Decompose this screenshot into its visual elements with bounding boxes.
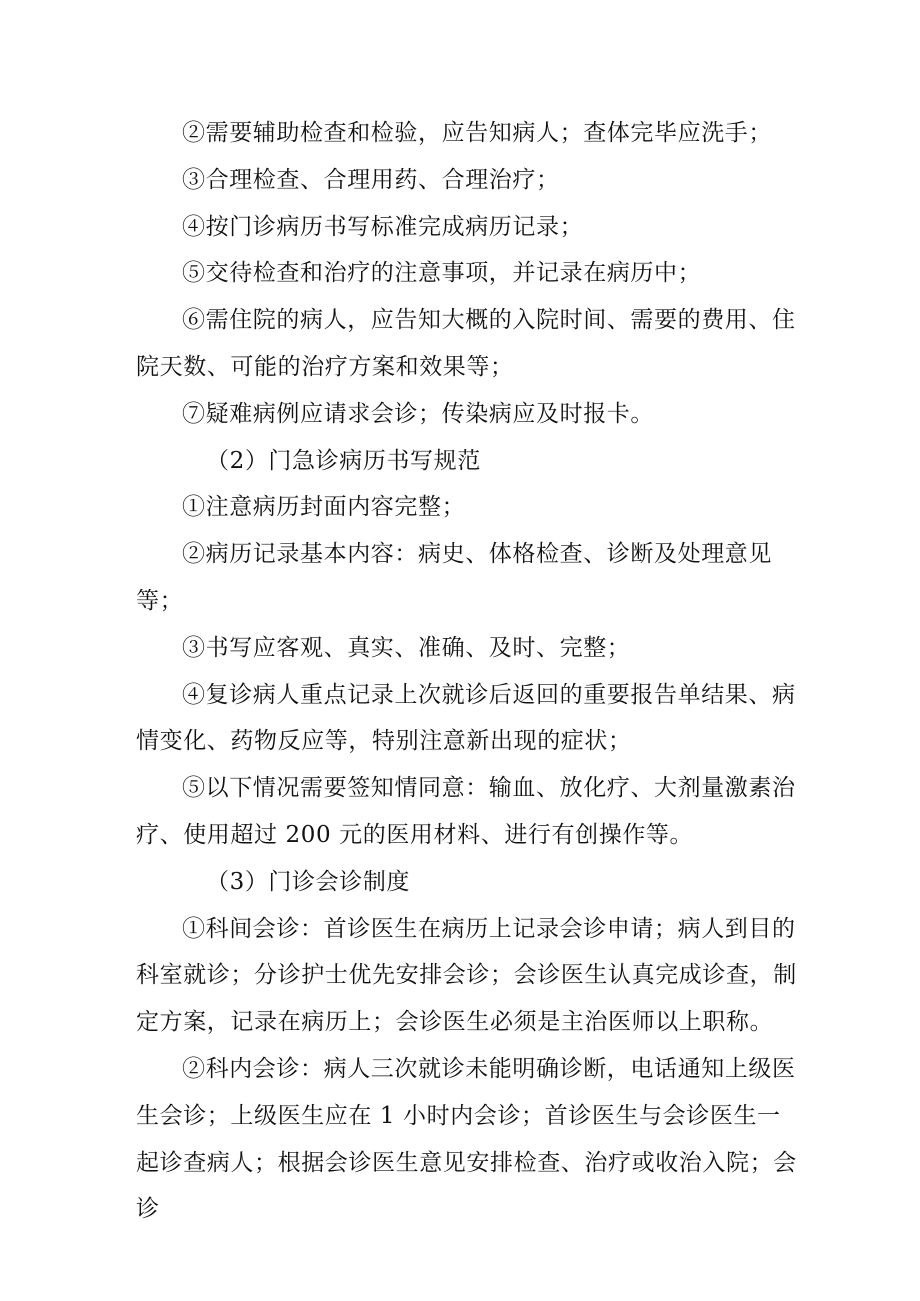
list-item: ①注意病历封面内容完整； xyxy=(182,494,466,521)
list-item: ⑤以下情况需要签知情同意：输血、放化疗、大剂量激素治疗、使用超过 200 元的医用材料、进行有创操作等。 xyxy=(136,775,796,848)
list-item: ⑥需住院的病人，应告知大概的入院时间、需要的费用、住院天数、可能的治疗方案和效果等； xyxy=(136,307,796,380)
list-item: ⑦疑难病例应请求会诊；传染病应及时报卡。 xyxy=(182,400,654,427)
document-body xyxy=(136,110,798,1233)
list-item: ③书写应客观、真实、准确、及时、完整； xyxy=(182,634,631,661)
list-item: ④按门诊病历书写标准完成病历记录； xyxy=(182,213,584,240)
list-item: ②需要辅助检查和检验，应告知病人；查体完毕应洗手； xyxy=(182,120,772,146)
list-item: ③合理检查、合理用药、合理治疗； xyxy=(182,166,560,193)
section-heading: （3）门诊会诊制度 xyxy=(206,868,411,895)
section-heading: （2）门急诊病历书写规范 xyxy=(206,447,481,474)
list-item: ⑤交待检查和治疗的注意事项，并记录在病历中； xyxy=(182,260,702,287)
list-item: ②病历记录基本内容：病史、体格检查、诊断及处理意见等； xyxy=(136,541,772,614)
list-item: ①科间会诊：首诊医生在病历上记录会诊申请；病人到目的科室就诊；分诊护士优先安排会诊；会诊医生认真完成诊查，制定方案，记录在病历上；会诊医生必须是主治医师以上职称。 xyxy=(136,915,797,1036)
list-item: ④复诊病人重点记录上次就诊后返回的重要报告单结果、病情变化、药物反应等，特别注意新出现的症状； xyxy=(136,681,796,755)
list-item: ②科内会诊：病人三次就诊未能明确诊断，电话通知上级医生会诊；上级医生应在 1 小时内会诊；首诊医生与会诊医生一起诊查病人；根据会诊医生意见安排检查、治疗或收治入院；会诊 xyxy=(136,1055,797,1223)
